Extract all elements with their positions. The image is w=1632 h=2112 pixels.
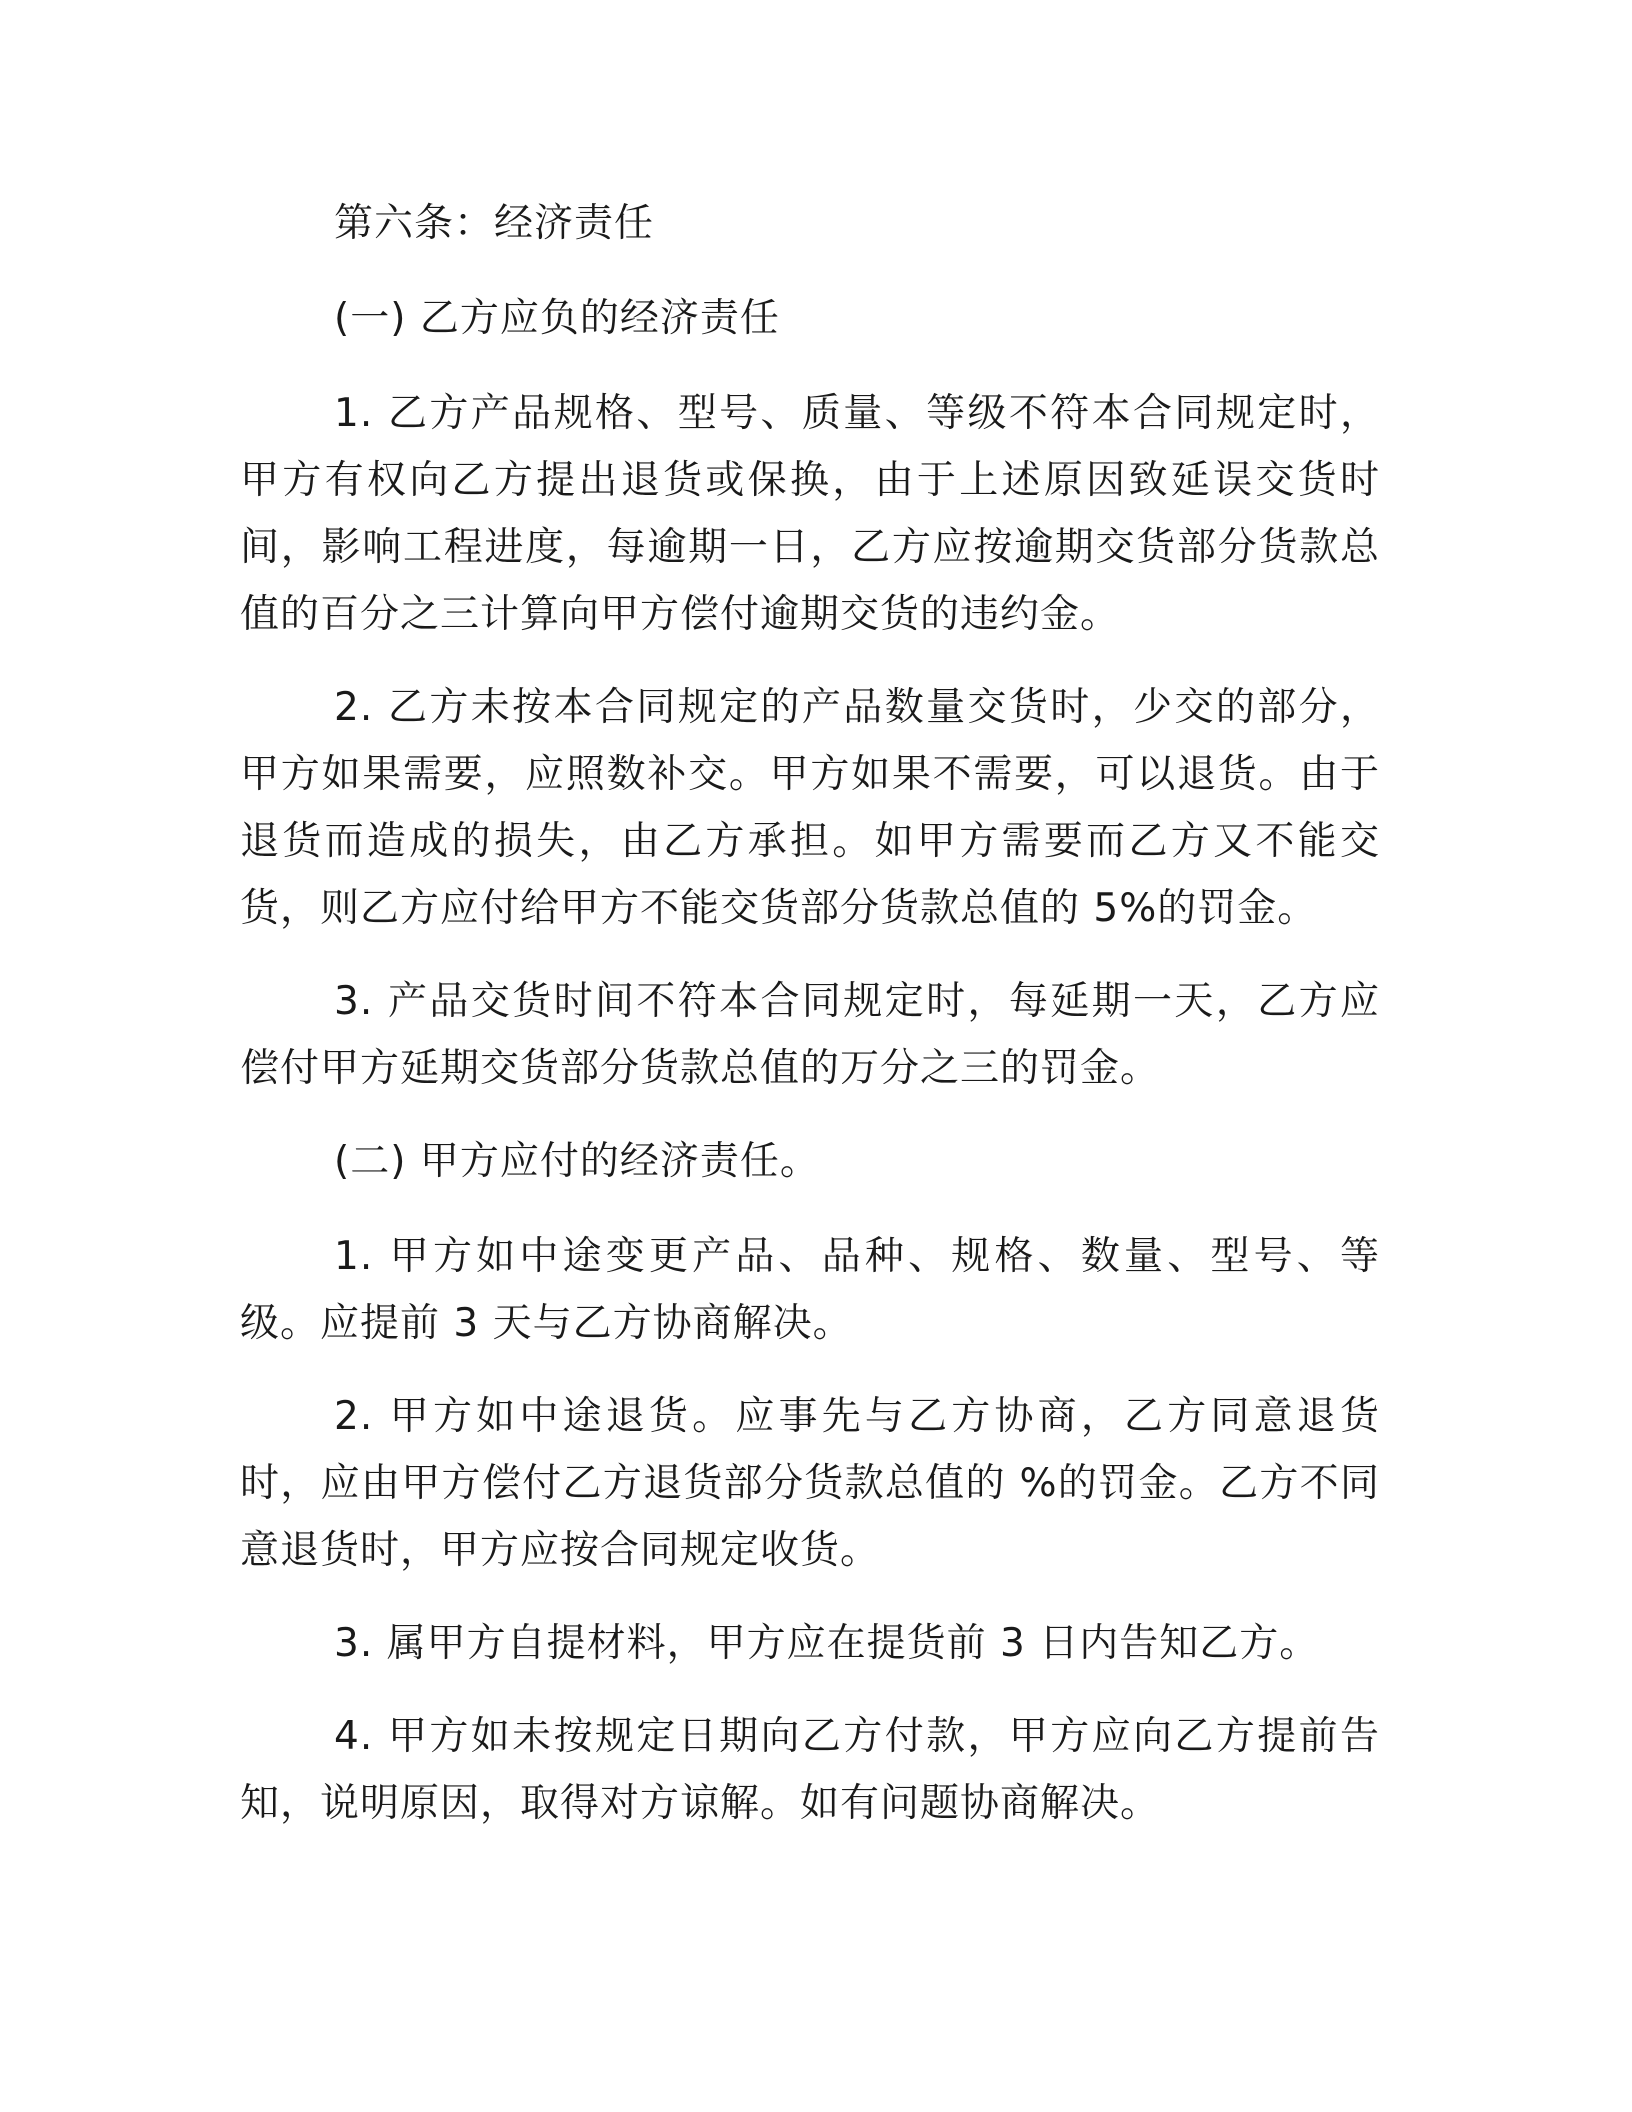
section-one-heading: (一) 乙方应负的经济责任 <box>334 296 780 341</box>
section-two-item: 1. 甲方如中途变更产品、品种、规格、数量、型号、等级。应提前 3 天与乙方协商解决。 <box>240 1234 1380 1346</box>
section-two-item: 3. 属甲方自提材料，甲方应在提货前 3 日内告知乙方。 <box>334 1621 1320 1666</box>
article-title: 第六条：经济责任 <box>334 201 655 246</box>
section-one-item: 3. 产品交货时间不符本合同规定时，每延期一天，乙方应偿付甲方延期交货部分货款总值的万分之三的罚金。 <box>240 979 1380 1091</box>
section-one-item: 2. 乙方未按本合同规定的产品数量交货时，少交的部分，甲方如果需要，应照数补交。甲方如果不需要，可以退货。由于退货而造成的损失，由乙方承担。如甲方需要而乙方又不能交货，则乙方应付给甲方不能交货部分货款总值的 5%的罚金。 <box>240 685 1380 931</box>
document-body <box>240 190 1380 1863</box>
section-two-item: 2. 甲方如中途退货。应事先与乙方协商，乙方同意退货时，应由甲方偿付乙方退货部分货款总值的 %的罚金。乙方不同意退货时，甲方应按合同规定收货。 <box>240 1394 1380 1573</box>
section-two-item: 4. 甲方如未按规定日期向乙方付款，甲方应向乙方提前告知，说明原因，取得对方谅解。如有问题协商解决。 <box>240 1714 1380 1826</box>
section-two-heading: (二) 甲方应付的经济责任。 <box>334 1139 820 1184</box>
section-one-item: 1. 乙方产品规格、型号、质量、等级不符本合同规定时，甲方有权向乙方提出退货或保换，由于上述原因致延误交货时间，影响工程进度，每逾期一日，乙方应按逾期交货部分货款总值的百分之三计算向甲方偿付逾期交货的违约金。 <box>240 391 1380 637</box>
